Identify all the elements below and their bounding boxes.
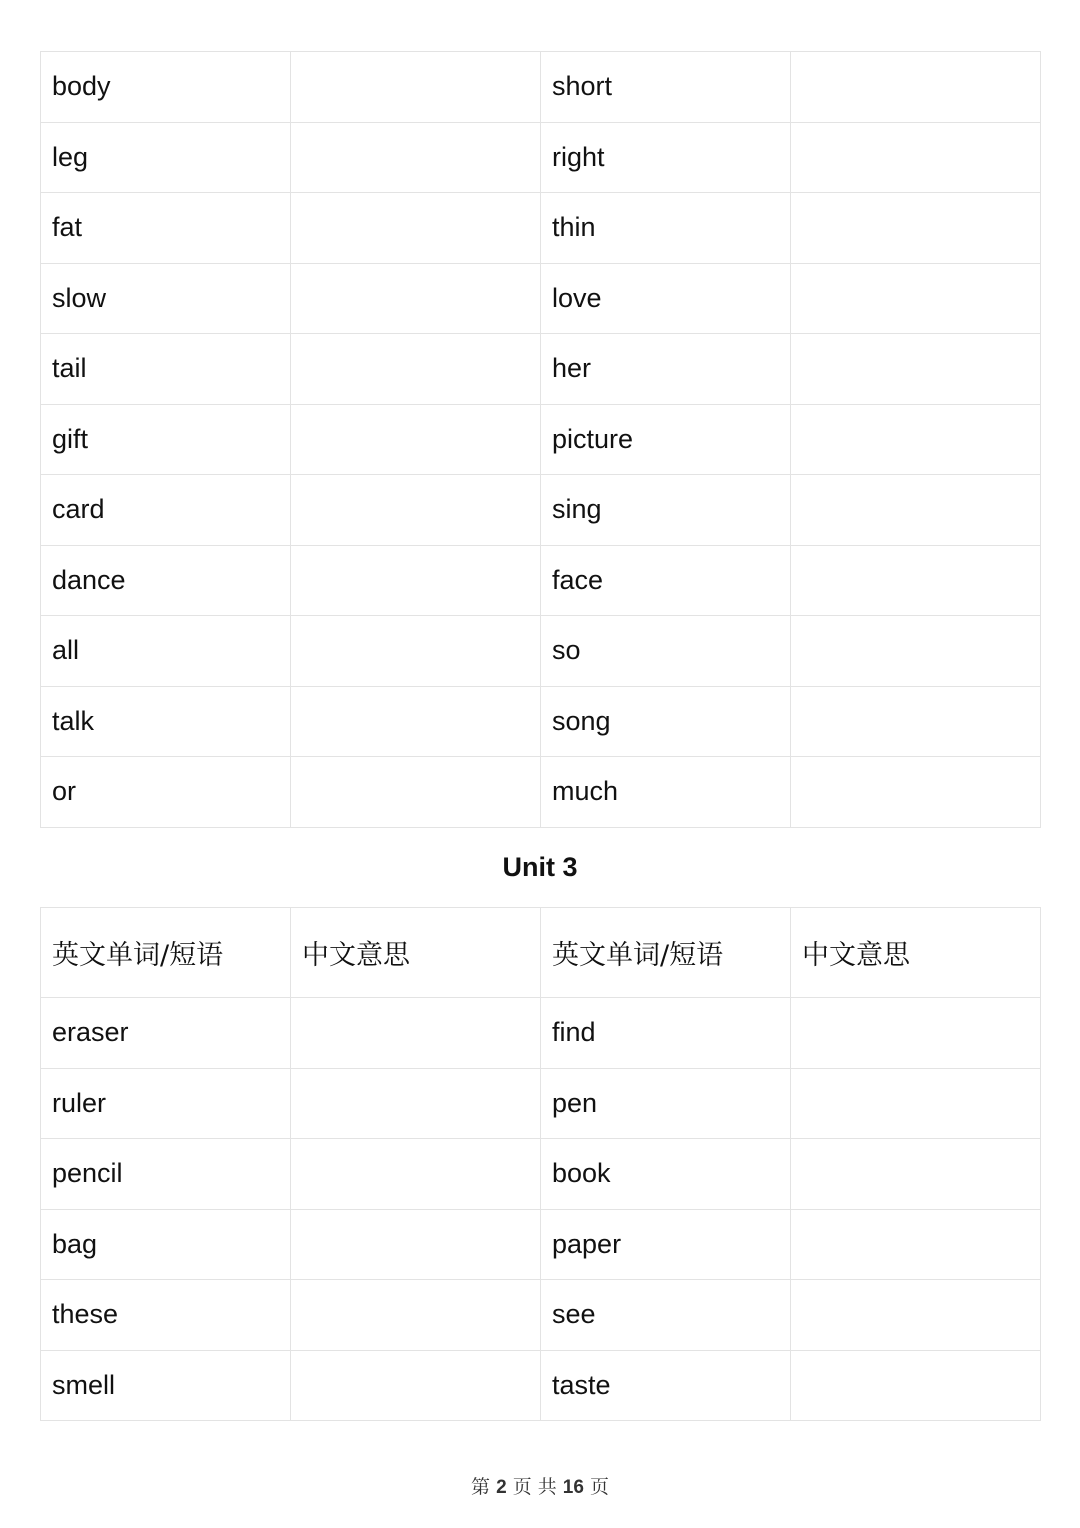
chinese-meaning-cell bbox=[791, 616, 1041, 687]
english-word-cell: face bbox=[541, 545, 791, 616]
english-word-cell: or bbox=[41, 757, 291, 828]
chinese-meaning-cell bbox=[291, 122, 541, 193]
unit-heading: Unit 3 bbox=[502, 852, 578, 882]
english-word-cell: short bbox=[541, 52, 791, 123]
vocab-table-unit3 bbox=[40, 907, 1041, 1421]
english-word-cell: bag bbox=[41, 1209, 291, 1280]
chinese-meaning-cell bbox=[791, 757, 1041, 828]
chinese-meaning-cell bbox=[791, 334, 1041, 405]
chinese-meaning-cell bbox=[291, 1068, 541, 1139]
english-word-cell: thin bbox=[541, 193, 791, 264]
vocab-table-body bbox=[41, 908, 1041, 1421]
table-row bbox=[41, 475, 1041, 546]
chinese-meaning-cell bbox=[291, 616, 541, 687]
table-row bbox=[41, 1209, 1041, 1280]
chinese-meaning-cell bbox=[291, 52, 541, 123]
chinese-meaning-cell bbox=[791, 1209, 1041, 1280]
english-word-cell: so bbox=[541, 616, 791, 687]
chinese-meaning-cell bbox=[791, 1350, 1041, 1421]
table-row bbox=[41, 616, 1041, 687]
chinese-meaning-cell bbox=[791, 686, 1041, 757]
table-row bbox=[41, 122, 1041, 193]
english-word-cell: tail bbox=[41, 334, 291, 405]
english-word-cell: fat bbox=[41, 193, 291, 264]
chinese-meaning-cell bbox=[791, 1139, 1041, 1210]
chinese-meaning-cell bbox=[791, 998, 1041, 1069]
english-word-cell: love bbox=[541, 263, 791, 334]
english-word-cell: sing bbox=[541, 475, 791, 546]
table-row bbox=[41, 545, 1041, 616]
english-word-cell: leg bbox=[41, 122, 291, 193]
footer-middle: 页 共 bbox=[512, 1476, 557, 1498]
english-word-cell: card bbox=[41, 475, 291, 546]
english-word-cell: taste bbox=[541, 1350, 791, 1421]
table-row bbox=[41, 757, 1041, 828]
table-row bbox=[41, 998, 1041, 1069]
header-chinese-column: 中文意思 bbox=[291, 908, 541, 998]
page-footer bbox=[0, 1472, 1080, 1499]
table-row bbox=[41, 52, 1041, 123]
chinese-meaning-cell bbox=[791, 404, 1041, 475]
table-row bbox=[41, 686, 1041, 757]
table-row bbox=[41, 1068, 1041, 1139]
table-row bbox=[41, 1350, 1041, 1421]
english-word-cell: right bbox=[541, 122, 791, 193]
vocab-table-body bbox=[41, 52, 1041, 828]
english-word-cell: ruler bbox=[41, 1068, 291, 1139]
table-row bbox=[41, 1280, 1041, 1351]
table-row bbox=[41, 334, 1041, 405]
english-word-cell: gift bbox=[41, 404, 291, 475]
table-header-row bbox=[41, 908, 1041, 998]
chinese-meaning-cell bbox=[791, 52, 1041, 123]
chinese-meaning-cell bbox=[791, 193, 1041, 264]
table-row bbox=[41, 404, 1041, 475]
english-word-cell: slow bbox=[41, 263, 291, 334]
vocab-table-continued bbox=[40, 51, 1041, 828]
total-page-count: 16 bbox=[562, 1477, 584, 1498]
chinese-meaning-cell bbox=[291, 334, 541, 405]
chinese-meaning-cell bbox=[291, 1139, 541, 1210]
chinese-meaning-cell bbox=[791, 1280, 1041, 1351]
footer-prefix: 第 bbox=[471, 1476, 491, 1498]
chinese-meaning-cell bbox=[291, 1350, 541, 1421]
english-word-cell: all bbox=[41, 616, 291, 687]
chinese-meaning-cell bbox=[291, 686, 541, 757]
chinese-meaning-cell bbox=[291, 998, 541, 1069]
english-word-cell: see bbox=[541, 1280, 791, 1351]
english-word-cell: song bbox=[541, 686, 791, 757]
english-word-cell: find bbox=[541, 998, 791, 1069]
english-word-cell: pen bbox=[541, 1068, 791, 1139]
header-english-column: 英文单词/短语 bbox=[41, 908, 291, 998]
current-page-number: 2 bbox=[496, 1477, 507, 1498]
table-row bbox=[41, 1139, 1041, 1210]
english-word-cell: eraser bbox=[41, 998, 291, 1069]
chinese-meaning-cell bbox=[291, 263, 541, 334]
english-word-cell: her bbox=[541, 334, 791, 405]
english-word-cell: body bbox=[41, 52, 291, 123]
english-word-cell: much bbox=[541, 757, 791, 828]
header-english-column: 英文单词/短语 bbox=[541, 908, 791, 998]
table-row bbox=[41, 193, 1041, 264]
english-word-cell: these bbox=[41, 1280, 291, 1351]
english-word-cell: dance bbox=[41, 545, 291, 616]
chinese-meaning-cell bbox=[791, 545, 1041, 616]
chinese-meaning-cell bbox=[291, 404, 541, 475]
chinese-meaning-cell bbox=[791, 475, 1041, 546]
table-row bbox=[41, 263, 1041, 334]
english-word-cell: paper bbox=[541, 1209, 791, 1280]
footer-suffix: 页 bbox=[589, 1476, 609, 1498]
english-word-cell: picture bbox=[541, 404, 791, 475]
english-word-cell: smell bbox=[41, 1350, 291, 1421]
chinese-meaning-cell bbox=[791, 263, 1041, 334]
chinese-meaning-cell bbox=[291, 193, 541, 264]
english-word-cell: talk bbox=[41, 686, 291, 757]
chinese-meaning-cell bbox=[791, 1068, 1041, 1139]
header-chinese-column: 中文意思 bbox=[791, 908, 1041, 998]
english-word-cell: book bbox=[541, 1139, 791, 1210]
chinese-meaning-cell bbox=[791, 122, 1041, 193]
chinese-meaning-cell bbox=[291, 545, 541, 616]
chinese-meaning-cell bbox=[291, 757, 541, 828]
chinese-meaning-cell bbox=[291, 1209, 541, 1280]
chinese-meaning-cell bbox=[291, 1280, 541, 1351]
chinese-meaning-cell bbox=[291, 475, 541, 546]
english-word-cell: pencil bbox=[41, 1139, 291, 1210]
